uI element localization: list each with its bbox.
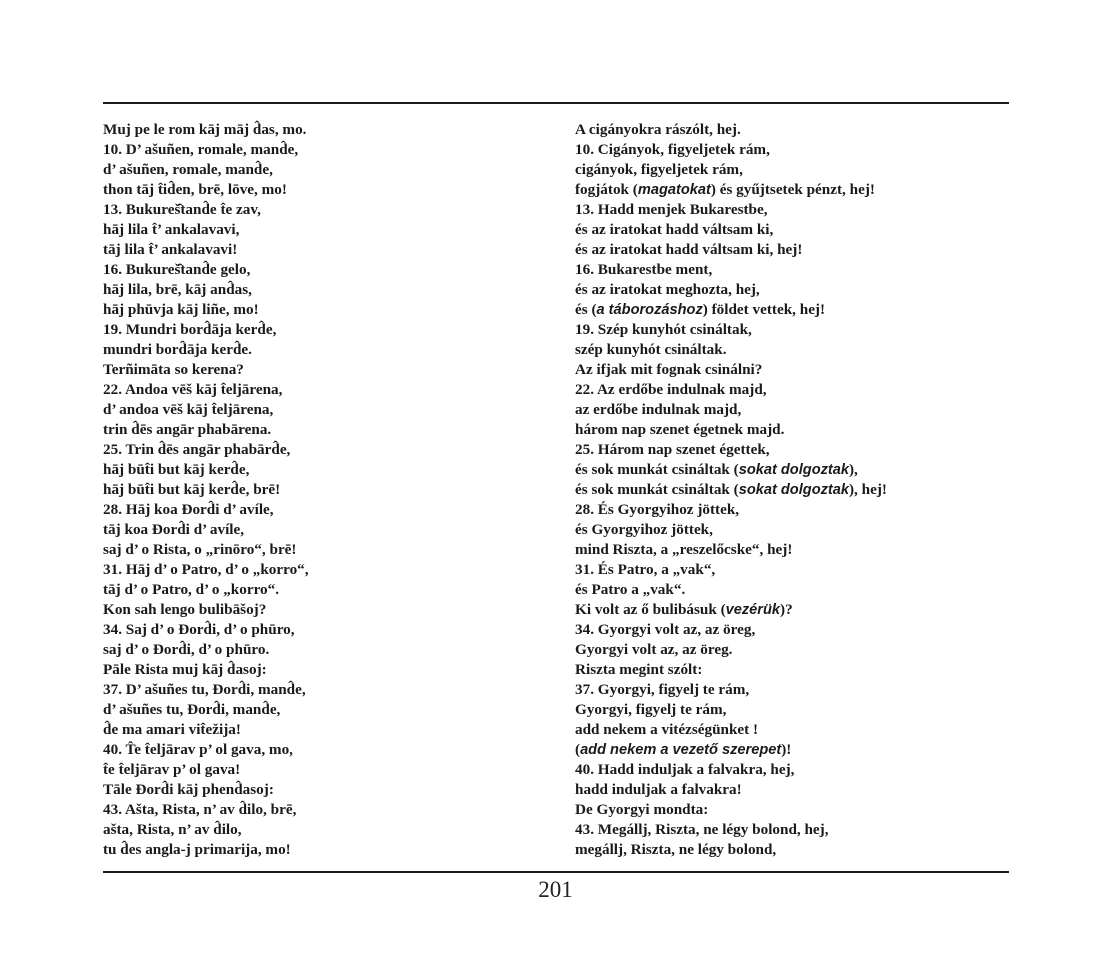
line-text: Ki volt az ő bulibásuk ( <box>575 601 726 618</box>
translation-line <box>575 320 1009 340</box>
verse-line: tāj d’ o Patro, d’ o „korro“. <box>103 581 280 598</box>
line-text: Gyorgyi volt az, az öreg. <box>575 641 733 658</box>
translation-line <box>575 460 1009 480</box>
verse-line: ašta, Rista, n’ av d̂ilo, <box>103 821 242 838</box>
verse-line: tu d̂es angla-j primarija, mo! <box>103 841 291 858</box>
verse-line: d’ ašuñen, romale, mand̂e, <box>103 161 273 178</box>
line-text: szép kunyhót csináltak. <box>575 341 727 358</box>
line-text: 34. Gyorgyi volt az, az öreg, <box>575 621 756 638</box>
line-text: az erdőbe indulnak majd, <box>575 401 742 418</box>
translation-line <box>575 700 1009 720</box>
verse-line: hāj lila t̂’ ankalavavi, <box>103 221 240 238</box>
romani-text-column <box>103 120 533 860</box>
translation-line <box>575 760 1009 780</box>
translation-line <box>575 360 1009 380</box>
translation-line <box>575 420 1009 440</box>
verse-line: Muj pe le rom kāj māj d̂as, mo. <box>103 121 307 138</box>
verse-line: hāj lila, brē, kāj and̂as, <box>103 281 252 298</box>
italic-gloss: add nekem a vezető szerepet <box>580 742 782 758</box>
bottom-rule <box>103 871 1009 873</box>
translation-line <box>575 720 1009 740</box>
verse-line: saj d’ o Rista, o „rinōro“, brē! <box>103 541 297 558</box>
verse-line: 43. Ašta, Rista, n’ av d̂ilo, brē, <box>103 801 297 818</box>
line-text: ), <box>849 461 858 478</box>
translation-line <box>575 820 1009 840</box>
translation-line <box>575 140 1009 160</box>
italic-gloss: vezérük <box>725 602 781 618</box>
verse-line: 31. Hāj d’ o Patro, d’ o „korro“, <box>103 561 309 578</box>
line-text: és Gyorgyihoz jöttek, <box>575 521 713 538</box>
translation-line <box>575 780 1009 800</box>
verse-line: Terñimāta so kerena? <box>103 361 244 378</box>
line-text: De Gyorgyi mondta: <box>575 801 709 818</box>
verse-line: hāj būt̂i but kāj kerd̂e, brē! <box>103 481 281 498</box>
verse-line: tāj lila t̂’ ankalavavi! <box>103 241 238 258</box>
line-text: 13. Hadd menjek Bukarestbe, <box>575 201 768 218</box>
translation-line <box>575 620 1009 640</box>
translation-line <box>575 660 1009 680</box>
translation-line <box>575 640 1009 660</box>
translation-line <box>575 680 1009 700</box>
line-text: )? <box>780 601 793 618</box>
translation-line <box>575 220 1009 240</box>
line-text: 43. Megállj, Riszta, ne légy bolond, hej, <box>575 821 829 838</box>
translation-line <box>575 240 1009 260</box>
verse-line: tāj koa Ðord̂i d’ avíle, <box>103 521 245 538</box>
translation-line <box>575 500 1009 520</box>
translation-line <box>575 580 1009 600</box>
verse-line: thon tāj t̂id̂en, brē, lōve, mo! <box>103 181 287 198</box>
line-text: és az iratokat hadd váltsam ki, hej! <box>575 241 803 258</box>
translation-line <box>575 740 1009 760</box>
verse-line: d̂e ma amari vit̂ežija! <box>103 721 241 738</box>
line-text: és az iratokat hadd váltsam ki, <box>575 221 774 238</box>
line-text: Gyorgyi, figyelj te rám, <box>575 701 727 718</box>
line-text: megállj, Riszta, ne légy bolond, <box>575 841 777 858</box>
line-text: 22. Az erdőbe indulnak majd, <box>575 381 767 398</box>
verse-line: Tāle Ðord̂i kāj phend̂asoj: <box>103 781 274 798</box>
translation-line <box>575 120 1009 140</box>
verse-line: Kon sah lengo bulibāšoj? <box>103 601 267 618</box>
verse-line: hāj būt̂i but kāj kerd̂e, <box>103 461 250 478</box>
italic-gloss: a táborozáshoz <box>596 302 703 318</box>
italic-gloss: sokat dolgoztak <box>738 462 849 478</box>
verse-line: 22. Andoa vēš kāj t̂eljārena, <box>103 381 283 398</box>
line-text: fogjátok ( <box>575 181 638 198</box>
line-text: 37. Gyorgyi, figyelj te rám, <box>575 681 750 698</box>
translation-line <box>575 300 1009 320</box>
translation-line <box>575 480 1009 500</box>
line-text: és sok munkát csináltak ( <box>575 481 739 498</box>
translation-line <box>575 600 1009 620</box>
line-text: 28. És Gyorgyihoz jöttek, <box>575 501 740 518</box>
line-text: 31. És Patro, a „vak“, <box>575 561 716 578</box>
line-text: Riszta megint szólt: <box>575 661 703 678</box>
translation-line <box>575 520 1009 540</box>
line-text: add nekem a vitézségünket ! <box>575 721 759 738</box>
translation-line <box>575 400 1009 420</box>
verse-line: 25. Trin d̂ēs angār phabārd̂e, <box>103 441 291 458</box>
verse-line: 40. T̂e t̂eljārav p’ ol gava, mo, <box>103 741 293 758</box>
line-text: hadd induljak a falvakra! <box>575 781 742 798</box>
line-text: 40. Hadd induljak a falvakra, hej, <box>575 761 795 778</box>
verse-line: mundri bord̂āja kerd̂e. <box>103 341 252 358</box>
translation-line <box>575 380 1009 400</box>
line-text: 19. Szép kunyhót csináltak, <box>575 321 752 338</box>
verse-line: 16. Bukureš̂tand̂e gelo, <box>103 261 251 278</box>
verse-line: d’ andoa vēš kāj t̂eljārena, <box>103 401 274 418</box>
page-number: 201 <box>538 877 573 902</box>
line-text: ), hej! <box>849 481 887 498</box>
line-text: és sok munkát csináltak ( <box>575 461 739 478</box>
verse-line: 10. D’ ašuñen, romale, mand̂e, <box>103 141 299 158</box>
verse-line: 19. Mundri bord̂āja kerd̂e, <box>103 321 277 338</box>
translation-line <box>575 800 1009 820</box>
verse-line: 34. Saj d’ o Ðord̂i, d’ o phūro, <box>103 621 295 638</box>
line-text: A cigányokra rászólt, hej. <box>575 121 741 138</box>
italic-gloss: sokat dolgoztak <box>738 482 849 498</box>
translation-line <box>575 340 1009 360</box>
verse-line: trin d̂ēs angār phabārena. <box>103 421 272 438</box>
verse-line: Pāle Rista muj kāj d̂asoj: <box>103 661 267 678</box>
verse-line: t̂e t̂eljārav p’ ol gava! <box>103 761 241 778</box>
line-text: 10. Cigányok, figyeljetek rám, <box>575 141 770 158</box>
verse-line: 37. D’ ašuñes tu, Ðord̂i, mand̂e, <box>103 681 306 698</box>
translation-line <box>575 440 1009 460</box>
line-text: ) és gyűjtsetek pénzt, hej! <box>710 181 875 198</box>
verse-line: 28. Hāj koa Ðord̂i d’ avíle, <box>103 501 274 518</box>
translation-line <box>575 200 1009 220</box>
line-text: mind Riszta, a „reszelőcske“, hej! <box>575 541 793 558</box>
translation-line <box>575 840 1009 860</box>
verse-line: saj d’ o Ðord̂i, d’ o phūro. <box>103 641 270 658</box>
translation-line <box>575 540 1009 560</box>
line-text: cigányok, figyeljetek rám, <box>575 161 743 178</box>
line-text: és az iratokat meghozta, hej, <box>575 281 760 298</box>
translation-line <box>575 160 1009 180</box>
hungarian-translation-column <box>575 120 1009 860</box>
translation-line <box>575 180 1009 200</box>
line-text: ( <box>575 741 581 758</box>
translation-line <box>575 280 1009 300</box>
verse-line: 13. Bukureš̂tand̂e t̂e zav, <box>103 201 261 218</box>
top-rule <box>103 102 1009 104</box>
italic-gloss: magatokat <box>637 182 711 198</box>
line-text: és ( <box>575 301 597 318</box>
line-text: )! <box>781 741 792 758</box>
line-text: Az ifjak mit fognak csinálni? <box>575 361 763 378</box>
line-text: 25. Három nap szenet égettek, <box>575 441 770 458</box>
verse-line: hāj phūvja kāj liñe, mo! <box>103 301 259 318</box>
line-text: és Patro a „vak“. <box>575 581 686 598</box>
line-text: ) földet vettek, hej! <box>702 301 826 318</box>
verse-line: d’ ašuñes tu, Ðord̂i, mand̂e, <box>103 701 281 718</box>
translation-line <box>575 260 1009 280</box>
line-text: 16. Bukarestbe ment, <box>575 261 713 278</box>
line-text: három nap szenet égetnek majd. <box>575 421 785 438</box>
translation-line <box>575 560 1009 580</box>
